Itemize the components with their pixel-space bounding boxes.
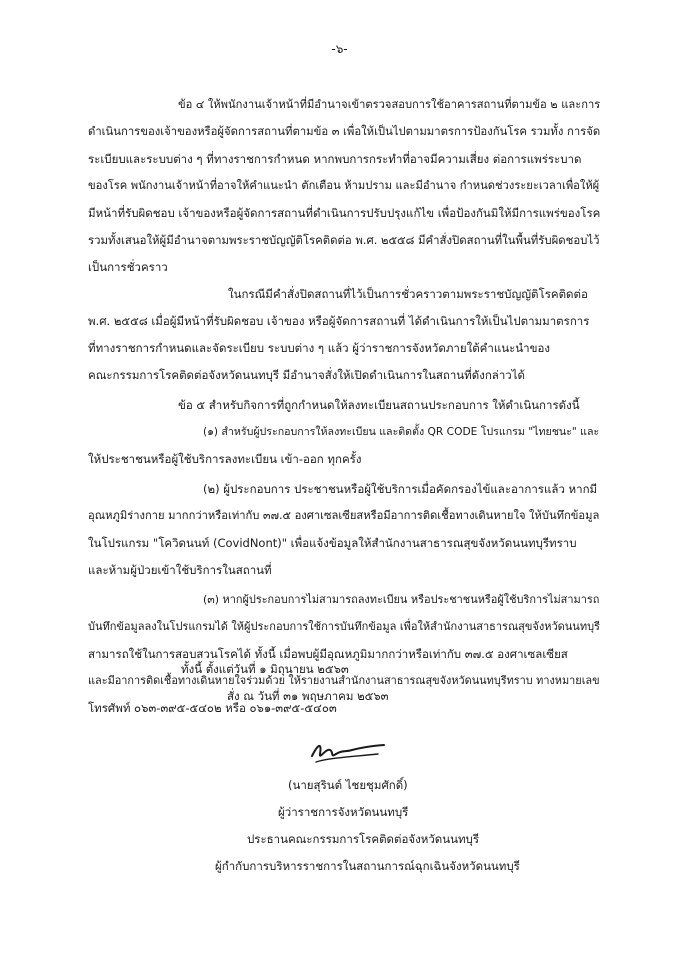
item2-line-4: และห้ามผู้ป่วยเข้าใช้บริการในสถานที่ [88, 563, 272, 577]
item3-line-5: โทรศัพท์ ๐๖๓-๓๙๕-๕๔๐๒ หรือ ๐๖๑-๓๙๕-๕๔๐๓ [88, 701, 337, 715]
clause4-line-6: รวมทั้งเสนอให้ผู้มีอำนาจตามพระราชบัญญัติโรคติดต่อ พ.ศ. ๒๕๕๘ มีคำสั่งปิดสถานที่ในพื้นที่รับผิดชอบไว้ [88, 233, 600, 247]
closure-line-4: คณะกรรมการโรคติดต่อจังหวัดนนทบุรี มีอำนาจสั่งให้เปิดดำเนินการในสถานที่ดังกล่าวได้ [88, 368, 526, 382]
closure-line-2: พ.ศ. ๒๕๕๘ เมื่อผู้มีหน้าที่รับผิดชอบ เจ้าของ หรือผู้จัดการสถานที่ ได้ดำเนินการให้เป็นไปตามมาตรการ [88, 314, 590, 328]
effective-date: ทั้งนี้ ตั้งแต่วันที่ ๑ มิถุนายน ๒๕๖๓ [181, 662, 349, 676]
item3-line-2: บันทึกข้อมูลลงในโปรแกรมได้ ให้ผู้ประกอบการใช้การบันทึกข้อมูล เพื่อให้สำนักงานสาธารณสุขจังหวัดนนทบุรี [88, 620, 600, 633]
clause5-title: ข้อ ๕ สำหรับกิจการที่ถูกกำหนดให้ลงทะเบียนสถานประกอบการ ให้ดำเนินการดังนี้ [178, 398, 580, 412]
clause4-line-3: ระเบียบและระบบต่าง ๆ ที่ทางราชการกำหนด หากพบการกระทำที่อาจมีความเสี่ยง ต่อการแพร่ระบาด [88, 152, 582, 166]
page-number: -๖- [331, 42, 348, 56]
signer-title-1: ผู้ว่าราชการจังหวัดนนทบุรี [278, 805, 409, 819]
item1-line-2: ให้ประชาชนหรือผู้ใช้บริการลงทะเบียน เข้า-ออก ทุกครั้ง [88, 452, 362, 466]
clause4-line-1: ข้อ ๔ ให้พนักงานเจ้าหน้าที่มีอำนาจเข้าตรวจสอบการใช้อาคารสถานที่ตามข้อ ๒ และการ [178, 98, 601, 111]
clause4-line-2: ดำเนินการของเจ้าของหรือผู้จัดการสถานที่ตามข้อ ๓ เพื่อให้เป็นไปตามมาตรการป้องกันโรค รวมทั้ง การจัด [88, 125, 601, 138]
signer-title-2: ประธานคณะกรรมการโรคติดต่อจังหวัดนนทบุรี [247, 832, 480, 846]
clause4-line-7: เป็นการชั่วคราว [88, 260, 168, 274]
item3-line-4: และมีอาการติดเชื้อทางเดินหายใจร่วมด้วย ให้รายงานสำนักงานสาธารณสุขจังหวัดนนทบุรีทราบ ทางหมายเลข [88, 674, 600, 687]
signer-name: (นายสุรินต์ ไชยชุมศักดิ์) [288, 778, 408, 792]
item3-line-1: (๓) หากผู้ประกอบการไม่สามารถลงทะเบียน หรือประชาชนหรือผู้ใช้บริการไม่สามารถ [203, 593, 600, 606]
item2-line-2: อุณหภูมิร่างกาย มากกว่าหรือเท่ากับ ๓๗.๕ องศาเซลเซียสหรือมีอาการติดเชื้อทางเดินหายใจ ให้บันทึกข้อมูล [88, 509, 600, 522]
closure-line-1: ในกรณีมีคำสั่งปิดสถานที่ไว้เป็นการชั่วคราวตามพระราชบัญญัติโรคติดต่อ [228, 287, 588, 301]
clause4-line-5: มีหน้าที่รับผิดชอบ เจ้าของหรือผู้จัดการสถานที่ดำเนินการปรับปรุงแก้ไข เพื่อป้องกันมิให้มีการแพร่ของโรค [88, 206, 601, 220]
item2-line-3: ในโปรแกรม "โควิดนนท์ (CovidNont)" เพื่อแจ้งข้อมูลให้สำนักงานสาธารณสุขจังหวัดนนทบุรีทราบ [88, 536, 577, 550]
clause4-line-4: ของโรค พนักงานเจ้าหน้าที่อาจให้คำแนะนำ ตักเตือน ห้ามปราม และมีอำนาจ กำหนดช่วงระยะเวลาเพื่อให้ผู้ [88, 179, 600, 192]
closure-line-3: ที่ทางราชการกำหนดและจัดระเบียบ ระบบต่าง ๆ แล้ว ผู้ว่าราชการจังหวัดภายใต้คำแนะนำของ [88, 341, 550, 355]
order-date: สั่ง ณ วันที่ ๓๑ พฤษภาคม ๒๕๖๓ [227, 689, 389, 703]
signature-image [308, 738, 388, 768]
signer-title-3: ผู้กำกับการบริหารราชการในสถานการณ์ฉุกเฉินจังหวัดนนทบุรี [215, 859, 520, 873]
item2-line-1: (๒) ผู้ประกอบการ ประชาชนหรือผู้ใช้บริการเมื่อคัดกรองไข้และอาการแล้ว หากมี [203, 482, 598, 496]
item1-line-1: (๑) สำหรับผู้ประกอบการให้ลงทะเบียน และติดตั้ง QR CODE โปรแกรม "ไทยชนะ" และ [203, 425, 600, 438]
item3-line-3: สามารถใช้ในการสอบสวนโรคได้ ทั้งนี้ เมื่อพบผู้มีอุณหภูมิมากกว่าหรือเท่ากับ ๓๗.๕ องศาเซลเซียส [88, 647, 568, 661]
